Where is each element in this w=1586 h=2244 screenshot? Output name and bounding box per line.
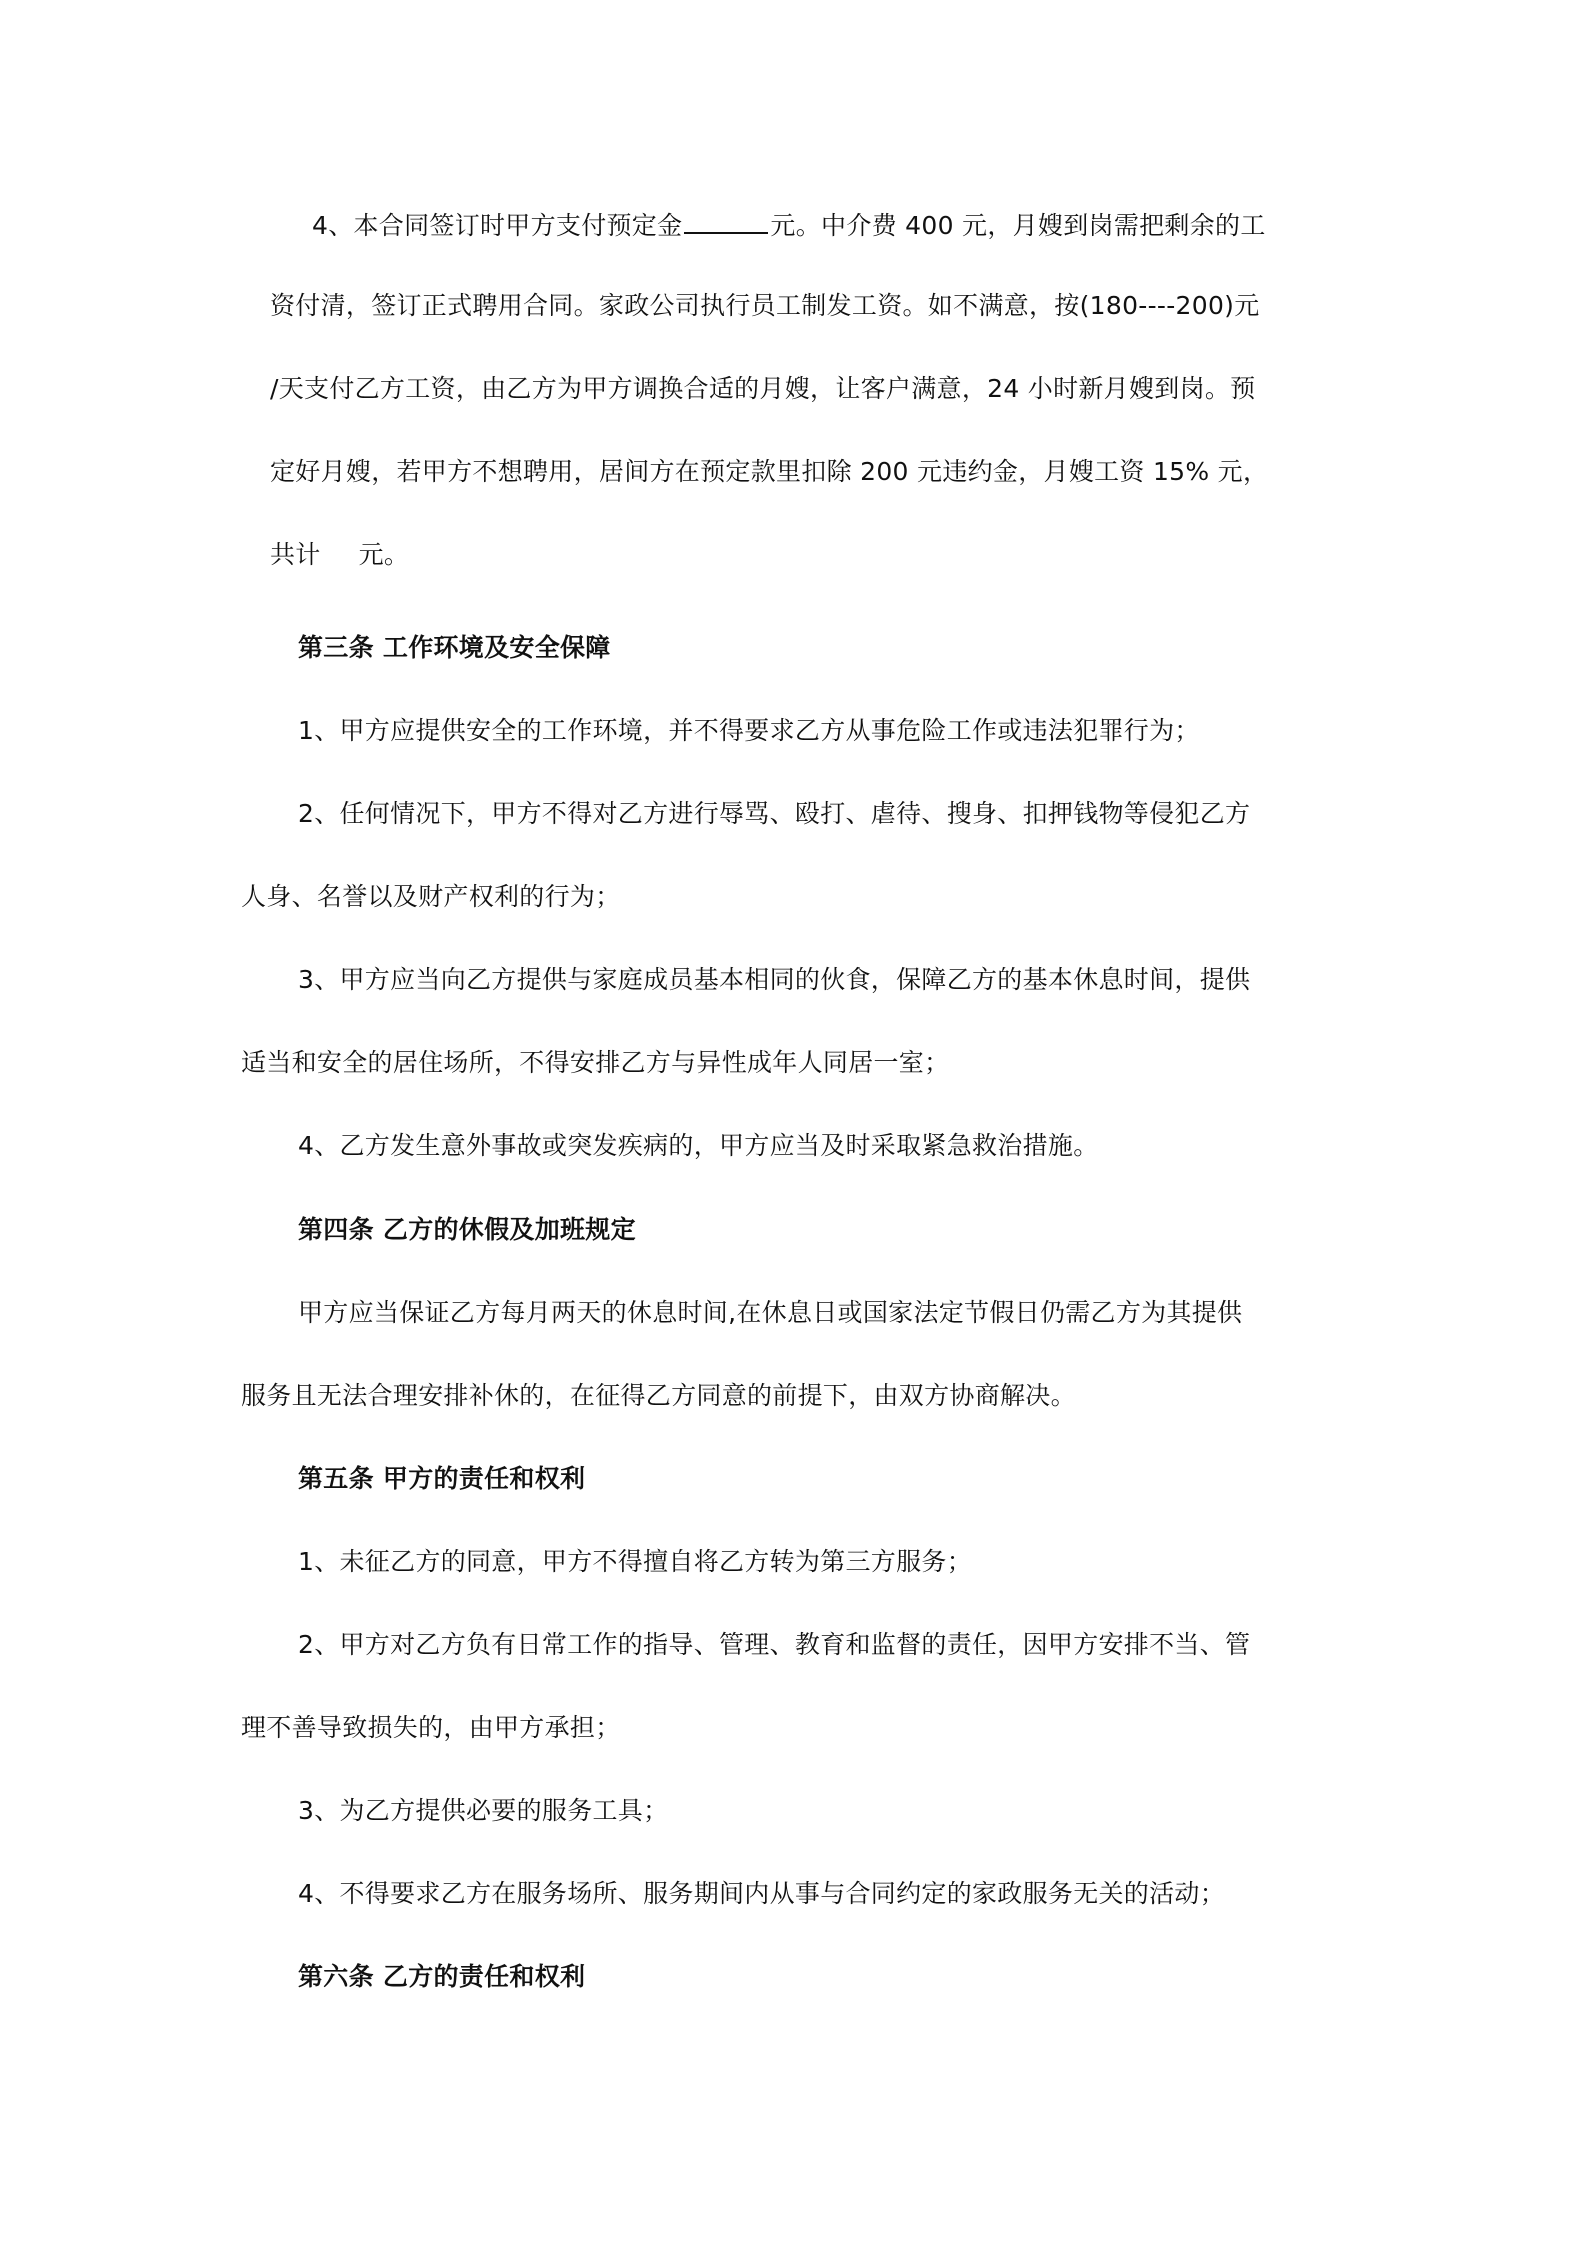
article-5-heading: 第五条 甲方的责任和权利 bbox=[298, 1464, 586, 1493]
article-4-para-line-1: 甲方应当保证乙方每月两天的休息时间,在休息日或国家法定节假日仍需乙方为其提供 bbox=[298, 1298, 1243, 1327]
article-3-heading: 第三条 工作环境及安全保障 bbox=[298, 633, 611, 662]
article-4-para-line-2: 服务且无法合理安排补休的，在征得乙方同意的前提下，由双方协商解决。 bbox=[241, 1381, 1076, 1410]
article-3-item-2-line-1: 2、任何情况下，甲方不得对乙方进行辱骂、殴打、虐待、搜身、扣押钱物等侵犯乙方 bbox=[298, 799, 1251, 828]
article-3-item-3-line-2: 适当和安全的居住场所，不得安排乙方与异性成年人同居一室； bbox=[241, 1048, 950, 1077]
article-3-item-1: 1、甲方应提供安全的工作环境，并不得要求乙方从事危险工作或违法犯罪行为； bbox=[298, 716, 1200, 745]
clause-4-line-5 bbox=[270, 538, 409, 572]
article-3-item-4: 4、乙方发生意外事故或突发疾病的，甲方应当及时采取紧急救治措施。 bbox=[298, 1131, 1099, 1160]
clause-4-line-4: 定好月嫂，若甲方不想聘用，居间方在预定款里扣除 200 元违约金，月嫂工资 15% 元， bbox=[270, 457, 1269, 486]
article-3-item-3-line-1: 3、甲方应当向乙方提供与家庭成员基本相同的伙食，保障乙方的基本休息时间，提供 bbox=[298, 965, 1251, 994]
total-unit: 元。 bbox=[358, 540, 410, 569]
clause-4-line-1 bbox=[312, 206, 1266, 243]
article-5-item-2-line-1: 2、甲方对乙方负有日常工作的指导、管理、教育和监督的责任，因甲方安排不当、管 bbox=[298, 1630, 1251, 1659]
total-label: 共计 bbox=[270, 540, 321, 569]
deposit-blank bbox=[684, 206, 768, 234]
article-4-heading: 第四条 乙方的休假及加班规定 bbox=[298, 1215, 636, 1244]
clause-4-line-3: /天支付乙方工资，由乙方为甲方调换合适的月嫂，让客户满意，24 小时新月嫂到岗。预 bbox=[270, 374, 1256, 403]
article-5-item-1: 1、未征乙方的同意，甲方不得擅自将乙方转为第三方服务； bbox=[298, 1547, 973, 1576]
clause-4-text-b: 元。中介费 400 元，月嫂到岗需把剩余的工 bbox=[770, 211, 1266, 240]
clause-4-text-a: 4、本合同签订时甲方支付预定金 bbox=[312, 211, 683, 240]
clause-4-line-2: 资付清，签订正式聘用合同。家政公司执行员工制发工资。如不满意，按(180----200)元 bbox=[270, 291, 1260, 320]
article-5-item-4: 4、不得要求乙方在服务场所、服务期间内从事与合同约定的家政服务无关的活动； bbox=[298, 1879, 1226, 1908]
article-5-item-3: 3、为乙方提供必要的服务工具； bbox=[298, 1796, 669, 1825]
article-6-heading: 第六条 乙方的责任和权利 bbox=[298, 1962, 586, 1991]
article-3-item-2-line-2: 人身、名誉以及财产权利的行为； bbox=[241, 882, 621, 911]
article-5-item-2-line-2: 理不善导致损失的，由甲方承担； bbox=[241, 1713, 621, 1742]
